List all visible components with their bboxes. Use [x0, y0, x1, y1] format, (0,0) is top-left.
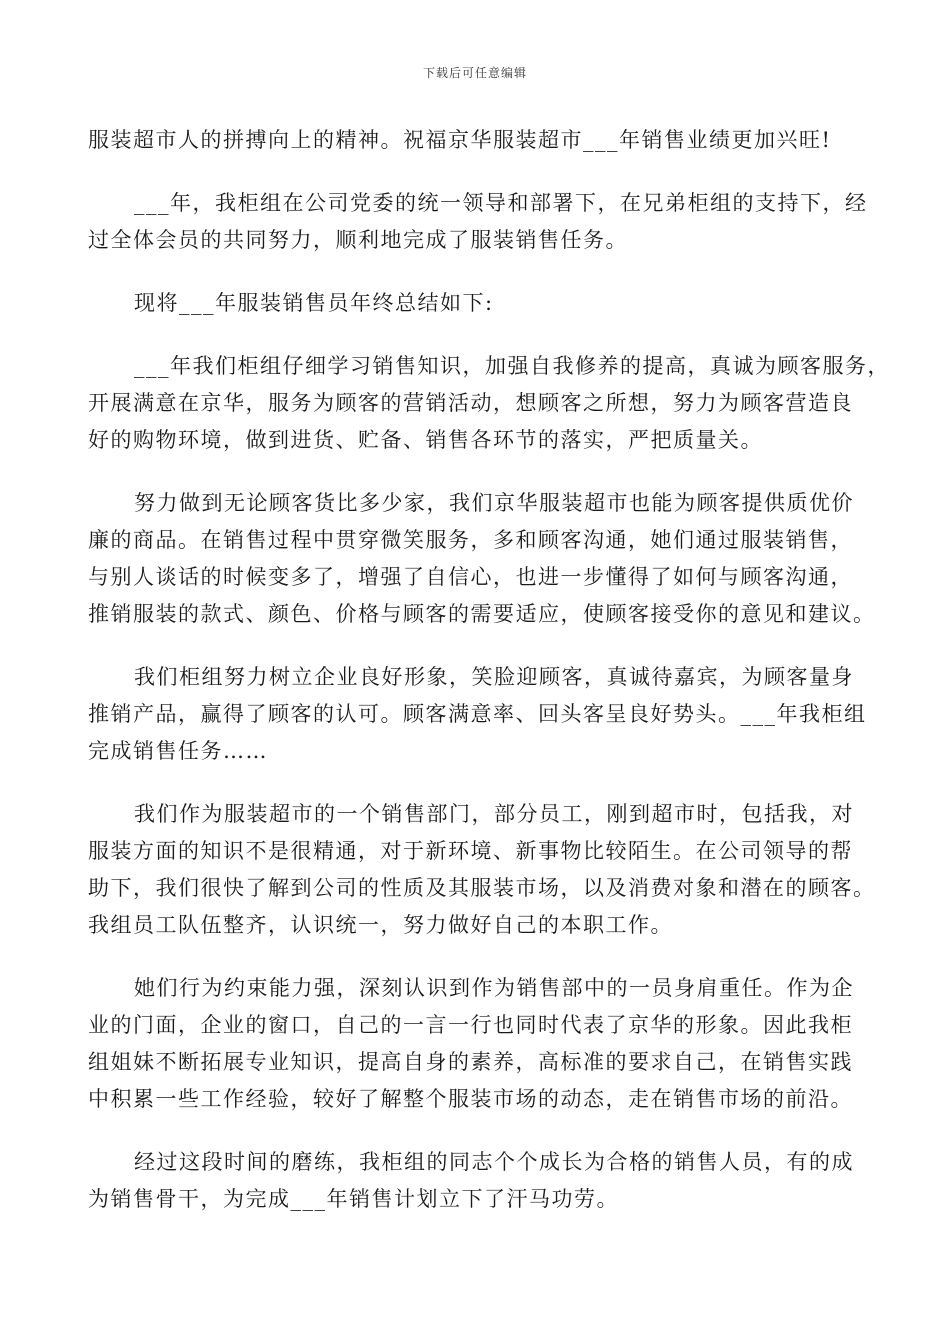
- page-header: 下载后可任意编辑: [422, 66, 527, 80]
- paragraph-8: [88, 970, 868, 1118]
- paragraph-line: 助下，我们很快了解到公司的性质及其服装市场，以及消费对象和潜在的顾客。: [88, 876, 876, 900]
- paragraph-line: 为销售骨干，为完成___年销售计划立下了汗马功劳。: [88, 1187, 619, 1211]
- paragraph-line: 开展满意在京华，服务为顾客的营销活动，想顾客之所想，努力为顾客营造良: [88, 391, 853, 415]
- paragraph-line: 过全体会员的共同努力，顺利地完成了服装销售任务。: [88, 228, 628, 252]
- paragraph-line: 服装超市人的拼搏向上的精神。祝福京华服装超市___年销售业绩更加兴旺!: [88, 128, 832, 152]
- paragraph-line: 现将___年服装销售员年终总结如下:: [134, 291, 494, 315]
- paragraph-line: 我们柜组努力树立企业良好形象，笑脸迎顾客，真诚待嘉宾，为顾客量身: [134, 665, 854, 689]
- paragraph-line: 廉的商品。在销售过程中贯穿微笑服务，多和顾客沟通，她们通过服装销售，: [88, 528, 853, 552]
- paragraph-1: [88, 122, 868, 159]
- paragraph-line: 我组员工队伍整齐，认识统一，努力做好自己的本职工作。: [88, 913, 673, 937]
- paragraph-line: 她们行为约束能力强，深刻认识到作为销售部中的一员身肩重任。作为企: [134, 976, 854, 1000]
- paragraph-line: 业的门面，企业的窗口，自己的一言一行也同时代表了京华的形象。因此我柜: [88, 1013, 853, 1037]
- paragraph-2: [88, 185, 868, 259]
- paragraph-line: 推销服装的款式、颜色、价格与顾客的需要适应，使顾客接受你的意见和建议。: [88, 602, 876, 626]
- paragraph-line: 好的购物环境，做到进货、贮备、销售各环节的落实，严把质量关。: [88, 428, 763, 452]
- paragraph-6: [88, 659, 868, 770]
- paragraph-line: 与别人谈话的时候变多了，增强了自信心，也进一步懂得了如何与顾客沟通，: [88, 565, 853, 589]
- paragraph-line: 我们作为服装超市的一个销售部门，部分员工，刚到超市时，包括我，对: [134, 802, 854, 826]
- paragraph-line: 服装方面的知识不是很精通，对于新环境、新事物比较陌生。在公司领导的帮: [88, 839, 853, 863]
- paragraph-line: ___年，我柜组在公司党委的统一领导和部署下，在兄弟柜组的支持下，经: [134, 191, 868, 215]
- paragraph-line: 完成销售任务……: [88, 739, 268, 763]
- paragraph-7: [88, 796, 876, 944]
- paragraph-line: 推销产品，赢得了顾客的认可。顾客满意率、回头客呈良好势头。___年我柜组: [88, 702, 867, 726]
- paragraph-5: [88, 485, 876, 633]
- document-body: [88, 122, 890, 1244]
- paragraph-line: 中积累一些工作经验，较好了解整个服装市场的动态，走在销售市场的前沿。: [88, 1087, 853, 1111]
- paragraph-9: [88, 1144, 868, 1218]
- paragraph-4: [88, 348, 890, 459]
- paragraph-3: [88, 285, 868, 322]
- paragraph-line: ___年我们柜组仔细学习销售知识，加强自我修养的提高，真诚为顾客服务，: [134, 354, 890, 378]
- paragraph-line: 组姐妹不断拓展专业知识，提高自身的素养，高标准的要求自己，在销售实践: [88, 1050, 853, 1074]
- paragraph-line: 努力做到无论顾客货比多少家，我们京华服装超市也能为顾客提供质优价: [134, 491, 854, 515]
- paragraph-line: 经过这段时间的磨练，我柜组的同志个个成长为合格的销售人员，有的成: [134, 1150, 854, 1174]
